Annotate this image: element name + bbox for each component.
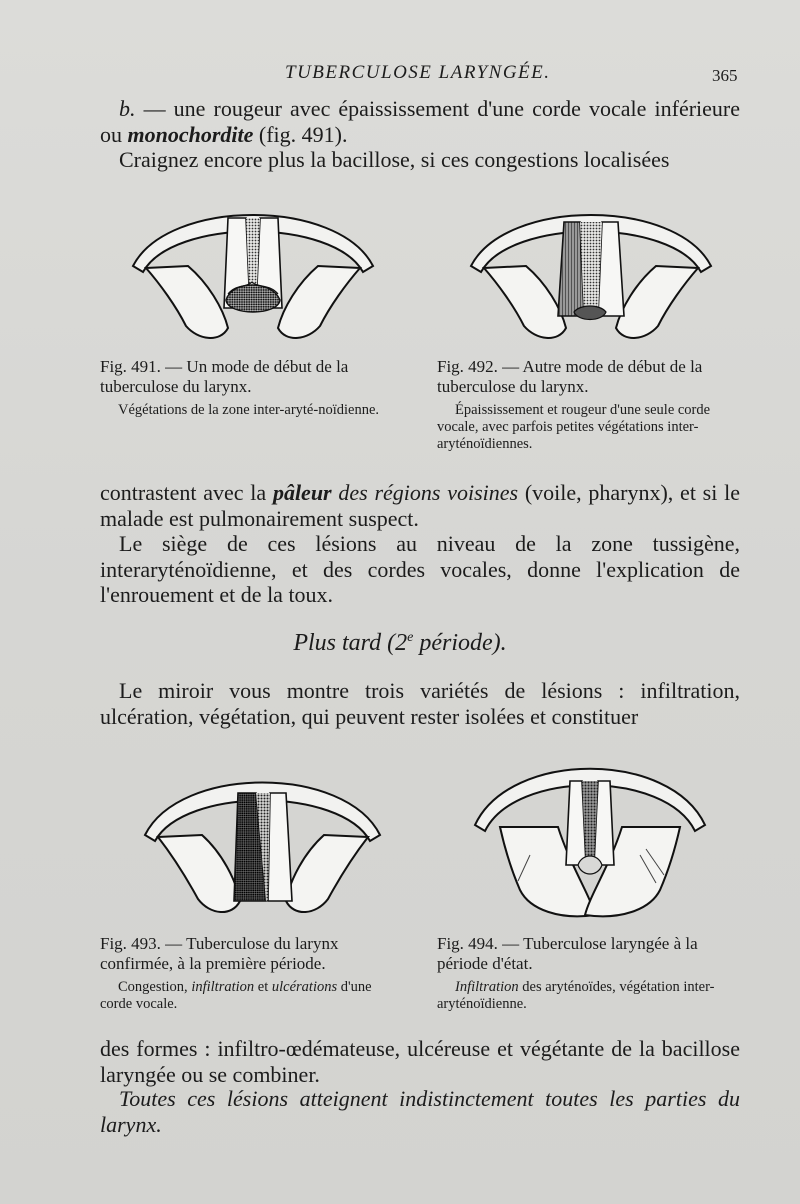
paragraph-text: — une rougeur avec épaississement d'une corde vocale inférieure ou <box>100 96 741 147</box>
term-paleur: pâleur <box>272 480 332 505</box>
paragraph-text: des formes : infiltro-œdémateuse, ulcéreuse et végétante de la bacillose laryngée ou se combiner. <box>100 1036 740 1087</box>
paragraph-text: Le siège de ces lésions au niveau de la zone tussigène, interaryténoïdienne, et des cordes vocales, donne l'explication de l'enrouement et de la toux. <box>100 531 740 607</box>
larynx-illustration <box>128 188 378 348</box>
heading-text: période). <box>413 630 507 656</box>
caption-title: Fig. 494. — Tuberculose laryngée à la période d'état. <box>437 934 698 973</box>
figure-491-larynx <box>128 188 378 348</box>
larynx-illustration <box>466 188 716 348</box>
caption-description <box>437 979 742 1013</box>
caption-figure-493 <box>100 934 400 1013</box>
caption-text: Congestion, <box>118 979 188 995</box>
paragraph-text: (fig. 491). <box>258 121 348 147</box>
caption-description: Végétations de la zone inter-aryté-noïdienne. <box>118 402 379 418</box>
caption-figure-492 <box>437 357 742 453</box>
figure-492-larynx <box>466 188 716 348</box>
paragraph-toutes-lesions <box>100 1086 740 1137</box>
paragraph-paleur <box>100 480 740 531</box>
caption-figure-494 <box>437 934 742 1013</box>
paragraph-formes <box>100 1036 740 1087</box>
heading-text: Plus tard (2 <box>293 630 408 656</box>
paragraph-monochordite <box>100 96 740 147</box>
term-regions-voisines: régions voisines <box>374 480 519 505</box>
paragraph-text: Toutes ces lésions atteignent indistinctement toutes les parties du larynx. <box>100 1086 740 1137</box>
paragraph-miroir <box>100 678 740 729</box>
caption-text: et <box>257 979 269 995</box>
figure-494-larynx <box>470 745 710 925</box>
caption-title: Fig. 492. — Autre mode de début de la tuberculose du larynx. <box>437 357 703 396</box>
item-label: b. <box>119 96 136 121</box>
paragraph-bacillose <box>100 147 740 173</box>
heading-superscript: e <box>407 630 414 645</box>
caption-description: Épaississement et rougeur d'une seule corde vocale, avec parfois petites végétations inter-aryténoïdiennes. <box>437 402 711 452</box>
running-header <box>0 60 800 88</box>
running-title: TUBERCULOSE LARYNGÉE. <box>285 62 551 83</box>
term-monochordite: monochordite <box>127 121 254 147</box>
larynx-illustration <box>140 755 385 925</box>
figure-493-larynx <box>140 755 385 925</box>
caption-text: des aryténoïdes, végétation inter-aryténoïdienne. <box>437 979 715 1012</box>
paragraph-text: contrastent avec la <box>100 480 267 505</box>
section-heading <box>0 630 800 657</box>
caption-description <box>100 979 400 1013</box>
page-number: 365 <box>712 66 738 85</box>
paragraph-text: (voile, pharynx), et si le malade est pulmonairement suspect. <box>100 480 740 531</box>
caption-title: Fig. 491. — Un mode de début de la tuberculose du larynx. <box>100 357 349 396</box>
caption-text: d'une corde vocale. <box>100 979 372 1012</box>
paragraph-text: Craignez encore plus la bacillose, si ces congestions localisées <box>119 147 670 172</box>
caption-term: Infiltration <box>455 979 519 995</box>
caption-term: ulcérations <box>271 979 338 995</box>
paragraph-text: des <box>338 480 368 505</box>
larynx-illustration <box>470 745 710 925</box>
caption-title: Fig. 493. — Tuberculose du larynx confirmée, à la première période. <box>100 934 339 973</box>
paragraph-siege <box>100 531 740 608</box>
caption-term: infiltration <box>191 979 255 995</box>
caption-figure-491 <box>100 357 410 419</box>
paragraph-text: Le miroir vous montre trois variétés de lésions : infiltration, ulcération, végétation, qui peuvent rester isolées et constituer <box>100 678 740 729</box>
